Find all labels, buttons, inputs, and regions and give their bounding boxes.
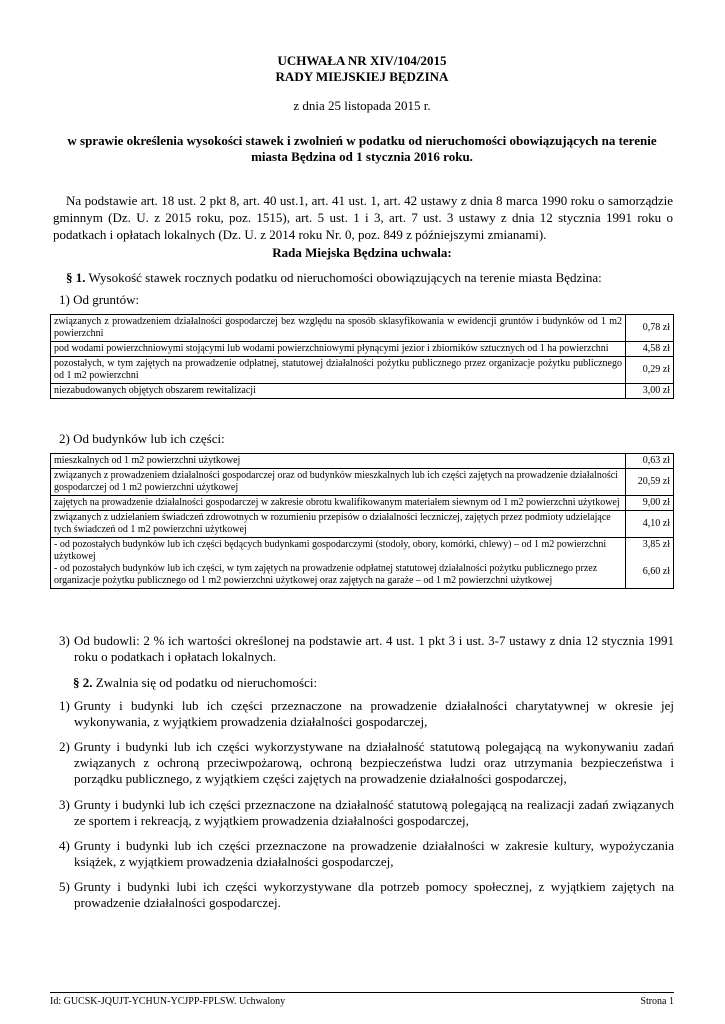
rate-description: związanych z prowadzeniem działalności gospodarczej bez względu na sposób sklasyfikowania w ewidencji gruntów i budynków od 1 m2 powierzchni xyxy=(51,315,626,342)
list-item-text: Grunty i budynki lub ich części przeznaczone na prowadzenie działalności charytatywnej w okresie jej wykonywania, z wyjątkiem prowadzenia działalności gospodarczej, xyxy=(74,698,674,729)
list-item-number: 3) xyxy=(59,797,70,812)
structures-number: 3) xyxy=(59,633,70,648)
rate-value: 0,29 zł xyxy=(626,357,674,384)
table-row xyxy=(51,538,674,589)
rate-description: pod wodami powierzchniowymi stojącymi lub wodami powierzchniowymi płynącymi jezior i zbiorników sztucznych od 1 ha powierzchni xyxy=(51,342,626,357)
land-rates-table xyxy=(50,314,674,399)
land-heading: 1) Od gruntów: xyxy=(59,292,140,307)
list-item-number: 4) xyxy=(59,838,70,853)
list-item xyxy=(59,838,674,872)
table-row xyxy=(51,496,674,511)
table-row xyxy=(51,454,674,469)
table-row xyxy=(51,357,674,384)
rate-description: związanych z prowadzeniem działalności gospodarczej oraz od budynków mieszkalnych lub ich części zajętych na prowadzenie działalności gospodarczej od 1 m2 powierzchni użytkowej xyxy=(51,469,626,496)
rate-value: 9,00 zł xyxy=(626,496,674,511)
section-2-marker: § 2. xyxy=(73,675,93,690)
buildings-heading: 2) Od budynków lub ich części: xyxy=(59,431,225,446)
rate-value: 20,59 zł xyxy=(626,469,674,496)
rate-description-farm-buildings: - od pozostałych budynków lub ich części będących budynkami gospodarczymi (stodoły, obory, komórki, chlewy) – od 1 m2 powierzchni użytkowej xyxy=(54,539,607,562)
rate-description: zajętych na prowadzenie działalności gospodarczej w zakresie obrotu kwalifikowanym materiałem siewnym od 1 m2 powierzchni użytkowej xyxy=(51,496,626,511)
rate-description: niezabudowanych objętych obszarem rewitalizacji xyxy=(51,384,626,399)
rate-value-farm-buildings: 3,85 zł xyxy=(642,539,670,550)
rate-value xyxy=(626,538,674,589)
resolution-subject xyxy=(50,133,674,165)
table-row xyxy=(51,469,674,496)
table-row xyxy=(51,315,674,342)
rate-description: związanych z udzielaniem świadczeń zdrowotnych w rozumieniu przepisów o działalności leczniczej, zajętych przez podmioty udzielające tych świadczeń od 1 m2 powierzchni użytkowej xyxy=(51,511,626,538)
table-row xyxy=(51,511,674,538)
list-item-text: Grunty i budynki lub ich części przeznaczone na prowadzenie działalności w zakresie kultury, wypożyczania książek, z wyjątkiem prowadzenia działalności gospodarczej, xyxy=(74,838,674,869)
rate-description xyxy=(51,538,626,589)
page-number: Strona 1 xyxy=(640,996,674,1007)
legal-basis: Na podstawie art. 18 ust. 2 pkt 8, art. 40 ust.1, art. 41 ust. 1, art. 42 ustawy z dnia 8 marca 1990 roku o samorządzie gminnym (Dz. U. z 2015 roku, poz. 1515), art. 5 ust. 1 i 3, art. 7 ust. 3 ustawy z dnia 12 stycznia 1991 roku o podatkach i opłatach lokalnych (Dz. U. z 2014 roku Nr. 0, poz. 849 z późniejszymi zmianami). xyxy=(53,193,673,242)
subject-line-2: miasta Będzina od 1 stycznia 2016 roku. xyxy=(251,149,473,164)
list-item-text: Grunty i budynki lub ich części przeznaczone na działalność statutową polegającą na realizacji zadań związanych ze sportem i rekreacją, z wyjątkiem prowadzenia działalności gospodarczej, xyxy=(74,797,674,828)
resolution-date: z dnia 25 listopada 2015 r. xyxy=(293,98,431,113)
table-row xyxy=(51,384,674,399)
list-item xyxy=(59,739,674,789)
list-item-text: Grunty i budynki lubi ich części wykorzystywane dla potrzeb pomocy społecznej, z wyjątkiem zajętych na prowadzenie działalności gospodarczej. xyxy=(74,879,674,910)
section-2-text: Zwalnia się od podatku od nieruchomości: xyxy=(92,675,318,690)
footer-divider xyxy=(50,992,674,993)
rate-value: 0,63 zł xyxy=(626,454,674,469)
list-item-number: 5) xyxy=(59,879,70,894)
list-item xyxy=(59,698,674,732)
section-2-intro xyxy=(73,675,573,691)
rate-value-other-buildings: 6,60 zł xyxy=(642,566,670,577)
title-line-number: UCHWAŁA NR XIV/104/2015 xyxy=(277,53,447,68)
rate-description: pozostałych, w tym zajętych na prowadzenie odpłatnej, statutowej działalności pożytku publicznego przez organizacje pożytku publicznego od 1 m2 powierzchni xyxy=(51,357,626,384)
rate-value: 4,58 zł xyxy=(626,342,674,357)
list-item xyxy=(59,797,674,831)
table-row xyxy=(51,342,674,357)
title-line-council: RADY MIEJSKIEJ BĘDZINA xyxy=(275,69,449,84)
section-1-text: Wysokość stawek rocznych podatku od nieruchomości obowiązujących na terenie miasta Będzina: xyxy=(85,270,602,285)
rate-value: 3,00 zł xyxy=(626,384,674,399)
structures-text: Od budowli: 2 % ich wartości określonej na podstawie art. 4 ust. 1 pkt 3 i ust. 3-7 ustawy z dnia 12 stycznia 1991 roku o podatkach i opłatach lokalnych. xyxy=(74,633,674,664)
list-item-number: 2) xyxy=(59,739,70,754)
list-item xyxy=(59,879,674,913)
section-1-intro xyxy=(66,269,674,286)
rate-description-other-buildings: - od pozostałych budynków lub ich części, w tym zajętych na prowadzenie odpłatnej statutowej działalności pożytku publicznego przez organizacje pożytku publicznego od 1 m2 powierzchni użytkowej oraz zajętych na garaże – od 1 m2 powierzchni użytkowej xyxy=(54,563,598,586)
structures-item xyxy=(59,633,674,667)
council-resolves-heading: Rada Miejska Będzina uchwala: xyxy=(272,245,452,260)
section-1-marker: § 1. xyxy=(66,270,86,285)
subject-line-1: w sprawie określenia wysokości stawek i zwolnień w podatku od nieruchomości obowiązujących na terenie xyxy=(67,133,657,148)
resolution-title xyxy=(50,53,674,85)
rate-value: 0,78 zł xyxy=(626,315,674,342)
list-item-number: 1) xyxy=(59,698,70,713)
rate-description: mieszkalnych od 1 m2 powierzchni użytkowej xyxy=(51,454,626,469)
rate-value: 4,10 zł xyxy=(626,511,674,538)
document-id: Id: GUCSK-JQUJT-YCHUN-YCJPP-FPLSW. Uchwalony xyxy=(50,996,286,1007)
building-rates-table xyxy=(50,453,674,589)
list-item-text: Grunty i budynki lub ich części wykorzystywane na działalność statutową polegającą na wykonywaniu zadań związanych z ochroną przeciwpożarową, ochroną bezpieczeństwa ludzi oraz utrzymania bezpieczeństwa i porządku publicznego, z wyjątkiem części zajętych na prowadzenie działalności gospodarczej, xyxy=(74,739,674,786)
